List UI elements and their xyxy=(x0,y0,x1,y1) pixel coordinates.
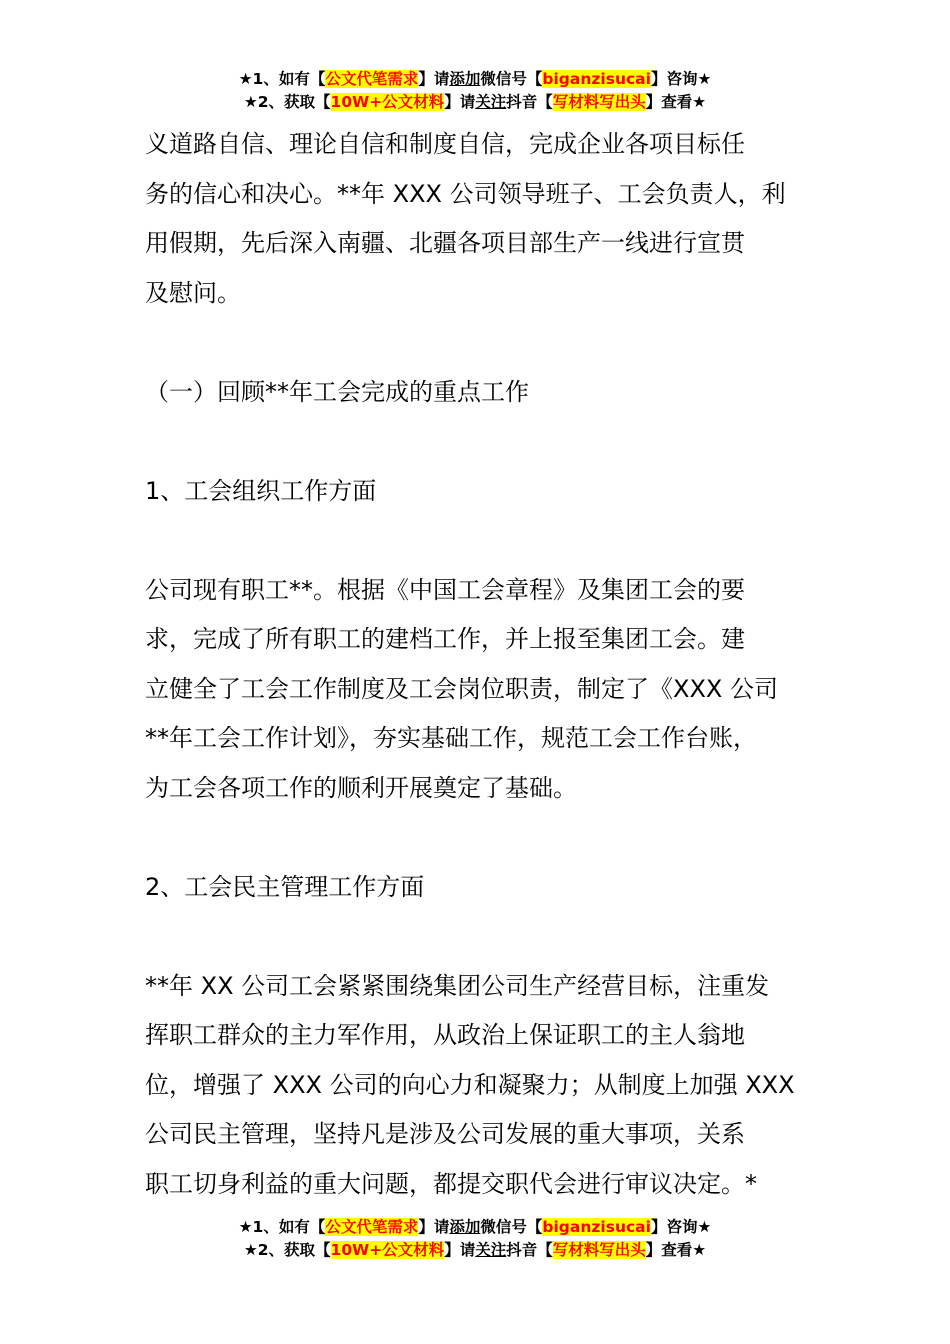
paragraph-gap xyxy=(145,912,835,962)
banner-text: ★1、如有【 xyxy=(238,1218,326,1236)
body-line: 及慰问。 xyxy=(145,278,241,307)
header-banner xyxy=(0,68,950,114)
body-line: 务的信心和决心。**年 XXX 公司领导班子、工会负责人，利 xyxy=(145,179,786,208)
banner-text: 抖音【 xyxy=(506,1241,553,1259)
body-line: 位，增强了 XXX 公司的向心力和凝聚力；从制度上加强 XXX xyxy=(145,1070,795,1099)
banner-highlight-wechat-id: biganzisucai xyxy=(542,1218,651,1236)
banner-text: 】请 xyxy=(418,1218,450,1236)
banner-text: 微信号【 xyxy=(480,1218,543,1236)
section-heading: （一）回顾**年工会完成的重点工作 xyxy=(145,377,529,406)
body-line: 职工切身利益的重大问题，都提交职代会进行审议决定。* xyxy=(145,1169,757,1198)
banner-underlined: 关注 xyxy=(475,1241,507,1259)
banner-text: 抖音【 xyxy=(506,93,553,111)
body-line: 公司民主管理，坚持凡是涉及公司发展的重大事项，关系 xyxy=(145,1120,745,1148)
paragraph-gap xyxy=(145,516,835,566)
subsection-heading-2: 2、工会民主管理工作方面 xyxy=(145,872,425,901)
banner-underlined: 添加 xyxy=(449,1218,481,1236)
subsection-heading-1: 1、工会组织工作方面 xyxy=(145,476,377,505)
banner-highlight: 10W+公文材料 xyxy=(330,93,445,111)
banner-line-1 xyxy=(0,68,950,91)
body-line: 公司现有职工**。根据《中国工会章程》及集团工会的要 xyxy=(145,575,745,604)
banner-text: 】查看★ xyxy=(645,1241,707,1259)
banner-line-2 xyxy=(0,1239,950,1262)
banner-highlight: 公文代笔需求 xyxy=(325,70,419,88)
banner-highlight-wechat-id: biganzisucai xyxy=(542,70,651,88)
banner-line-2 xyxy=(0,91,950,114)
paragraph-gap xyxy=(145,417,835,467)
banner-text: 】查看★ xyxy=(645,93,707,111)
banner-text: 】请 xyxy=(418,70,450,88)
banner-text: ★1、如有【 xyxy=(238,70,326,88)
banner-text: 微信号【 xyxy=(480,70,543,88)
paragraph-gap xyxy=(145,318,835,368)
body-line: 立健全了工会工作制度及工会岗位职责，制定了《XXX 公司 xyxy=(145,674,778,703)
body-line: **年工会工作计划》，夯实基础工作，规范工会工作台账， xyxy=(145,724,757,752)
banner-underlined: 添加 xyxy=(449,70,481,88)
banner-text: 】请 xyxy=(444,93,476,111)
banner-text: ★2、获取【 xyxy=(243,1241,331,1259)
banner-text: 】咨询★ xyxy=(650,1218,712,1236)
banner-text: 】咨询★ xyxy=(650,70,712,88)
body-line: 挥职工群众的主力军作用，从政治上保证职工的主人翁地 xyxy=(145,1021,745,1049)
banner-highlight: 公文代笔需求 xyxy=(325,1218,419,1236)
document-body xyxy=(145,120,835,1209)
banner-line-1 xyxy=(0,1216,950,1239)
body-line: 为工会各项工作的顺利开展奠定了基础。 xyxy=(145,773,577,802)
paragraph-gap xyxy=(145,813,835,863)
banner-underlined: 关注 xyxy=(475,93,507,111)
body-line: **年 XX 公司工会紧紧围绕集团公司生产经营目标，注重发 xyxy=(145,971,770,1000)
banner-highlight-douyin-name: 写材料写出头 xyxy=(552,93,646,111)
banner-text: ★2、获取【 xyxy=(243,93,331,111)
body-line: 义道路自信、理论自信和制度自信，完成企业各项目标任 xyxy=(145,130,745,158)
body-line: 求，完成了所有职工的建档工作，并上报至集团工会。建 xyxy=(145,625,745,653)
banner-text: 】请 xyxy=(444,1241,476,1259)
banner-highlight: 10W+公文材料 xyxy=(330,1241,445,1259)
body-line: 用假期，先后深入南疆、北疆各项目部生产一线进行宣贯 xyxy=(145,229,745,257)
footer-banner xyxy=(0,1216,950,1262)
banner-highlight-douyin-name: 写材料写出头 xyxy=(552,1241,646,1259)
